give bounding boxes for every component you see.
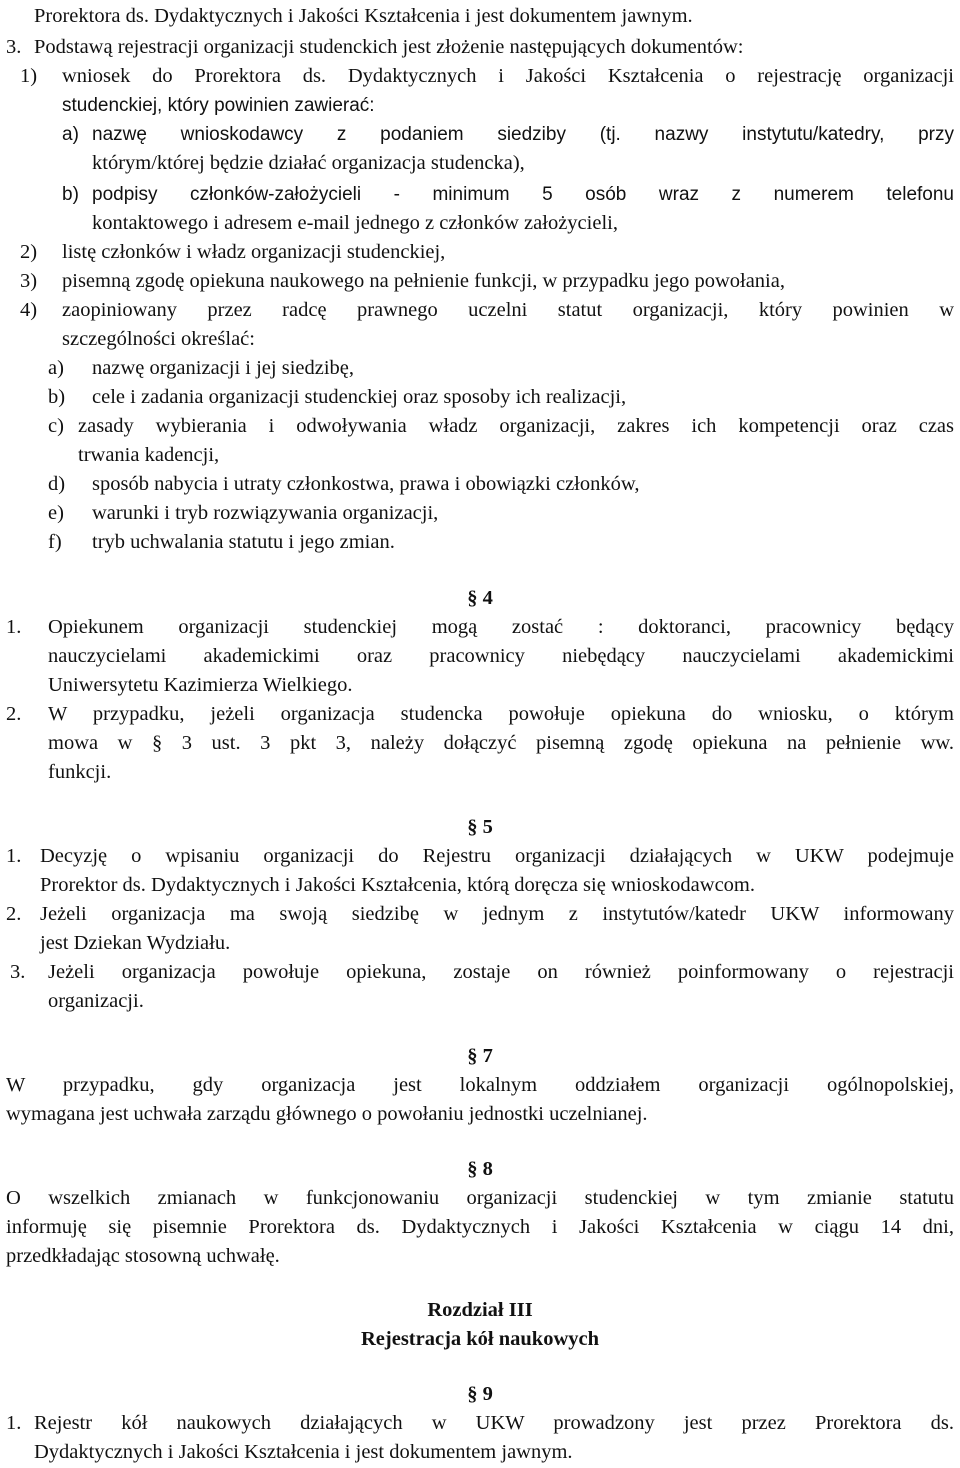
item-letter: e) [48,502,64,524]
text-line: Jeżeli organizacja ma swoją siedzibę w jednym z instytutów/katedr UKW informowany [40,903,954,925]
text-line: zaopiniowany przez radcę prawnego uczelni statut organizacji, który powinien w [62,299,954,321]
text-line: pisemną zgodę opiekuna naukowego na pełnienie funkcji, w przypadku jego powołania, [62,270,785,292]
text-line: Prorektora ds. Dydaktycznych i Jakości Kształcenia i jest dokumentem jawnym. [34,5,693,27]
item-number: 1. [6,616,22,638]
text-line: mowa w § 3 ust. 3 pkt 3, należy dołączyć pisemną zgodę opiekuna na pełnienie ww. [48,732,954,754]
item-number: 3) [20,270,38,292]
item-letter: b) [48,386,66,408]
text-line: wymagana jest uchwała zarządu głównego o powołaniu jednostki uczelnianej. [6,1103,648,1125]
text-line: W przypadku, jeżeli organizacja studencka powołuje opiekuna do wniosku, o którym [48,703,954,725]
item-number: 1. [6,1412,22,1434]
text-line: warunki i tryb rozwiązywania organizacji, [92,502,439,524]
item-number: 3. [10,961,26,983]
text-line: Decyzję o wpisaniu organizacji do Rejestru organizacji działających w UKW podejmuje [40,845,954,867]
text-line: studenckiej, który powinien zawierać: [62,95,375,116]
item-number: 2. [6,903,22,925]
text-line: kontaktowego i adresem e-mail jednego z członków założycieli, [92,212,618,234]
section-heading: § 5 [467,816,493,838]
item-letter: a) [62,124,79,145]
text-line: organizacji. [48,990,144,1012]
text-line: Uniwersytetu Kazimierza Wielkiego. [48,674,353,696]
text-line: zasady wybierania i odwoływania władz organizacji, zakres ich kompetencji oraz czas [78,415,954,437]
text-line: nauczycielami akademickimi oraz pracownicy niebędący nauczycielami akademickimi [48,645,954,667]
text-line: jest Dziekan Wydziału. [40,932,231,954]
chapter-number: Rozdział III [427,1299,533,1321]
item-letter: c) [48,415,64,437]
item-letter: b) [62,184,79,205]
item-number: 2) [20,241,38,263]
item-number: 3. [6,36,22,58]
text-line: którym/której będzie działać organizacja studencka), [92,152,525,174]
text-line: cele i zadania organizacji studenckiej oraz sposoby ich realizacji, [92,386,627,408]
text-line: nazwę wnioskodawcy z podaniem siedziby (tj. nazwy instytutu/katedry, przy [92,124,954,145]
text-line: informuję się pisemnie Prorektora ds. Dydaktycznych i Jakości Kształcenia w ciągu 14 dni, [6,1216,954,1238]
text-line: tryb uchwalania statutu i jego zmian. [92,531,395,553]
text-line: Prorektor ds. Dydaktycznych i Jakości Kształcenia, którą doręcza się wnioskodawcom. [40,874,755,896]
item-number: 2. [6,703,22,725]
chapter-title: Rejestracja kół naukowych [360,1328,599,1350]
text-line: Podstawą rejestracji organizacji studenckich jest złożenie następujących dokumentów: [34,36,744,58]
section-heading: § 7 [467,1045,493,1067]
item-letter: d) [48,473,66,495]
text-line: Dydaktycznych i Jakości Kształcenia i jest dokumentem jawnym. [34,1441,573,1463]
item-letter: a) [48,357,64,379]
text-line: podpisy członków-założycieli - minimum 5 osób wraz z numerem telefonu [92,184,954,205]
text-line: Opiekunem organizacji studenckiej mogą zostać : doktoranci, pracownicy będący [48,616,954,638]
text-line: listę członków i władz organizacji studenckiej, [62,241,446,263]
text-line: wniosek do Prorektora ds. Dydaktycznych i Jakości Kształcenia o rejestrację organizacji [62,65,954,87]
text-line: W przypadku, gdy organizacja jest lokalnym oddziałem organizacji ogólnopolskiej, [6,1074,954,1096]
item-letter: f) [48,531,62,553]
text-line: funkcji. [48,761,112,783]
text-line: szczególności określać: [62,328,255,350]
text-line: sposób nabycia i utraty członkostwa, prawa i obowiązki członków, [92,473,640,495]
text-line: nazwę organizacji i jej siedzibę, [92,357,355,379]
item-number: 1. [6,845,22,867]
text-line: przedkładając stosowną uchwałę. [6,1245,280,1267]
section-heading: § 4 [467,587,493,609]
item-number: 1) [20,65,38,87]
text-line: trwania kadencji, [78,444,220,466]
text-line: Rejestr kół naukowych działających w UKW prowadzony jest przez Prorektora ds. [34,1412,954,1434]
item-number: 4) [20,299,38,321]
text-line: Jeżeli organizacja powołuje opiekuna, zostaje on również poinformowany o rejestracji [48,961,954,983]
section-heading: § 8 [467,1158,493,1180]
text-line: O wszelkich zmianach w funkcjonowaniu organizacji studenckiej w tym zmianie statutu [6,1187,954,1209]
section-heading: § 9 [467,1383,493,1405]
